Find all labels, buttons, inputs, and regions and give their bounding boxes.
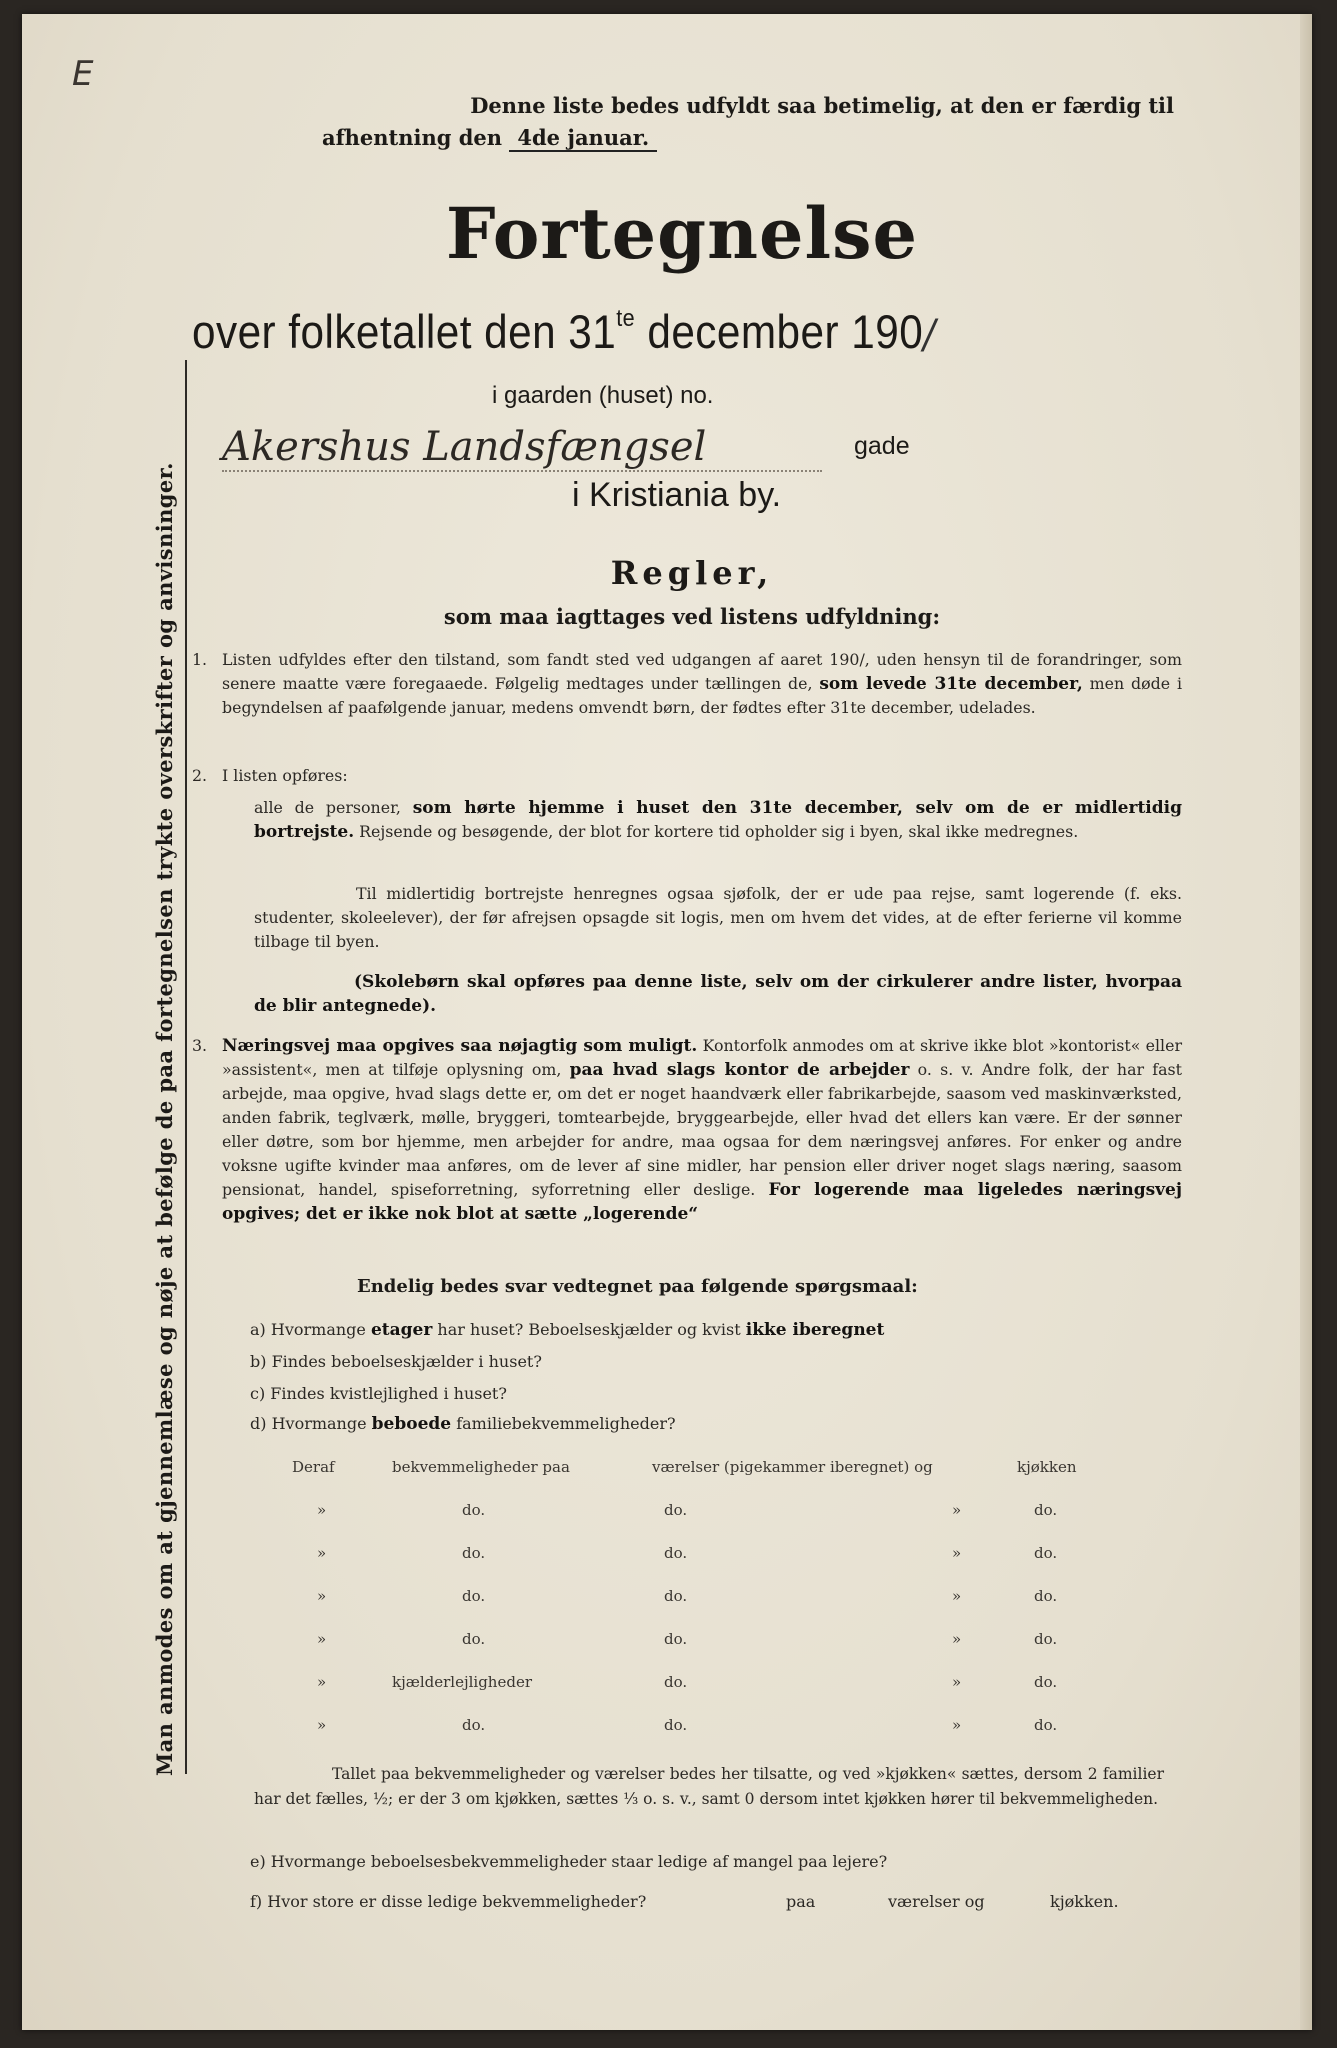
table-cell: do. bbox=[1034, 1501, 1058, 1519]
rule-2-b-bold: som hørte hjemme i huset den 31te december, selv om de er midlertidig bortrejste. bbox=[254, 798, 1182, 842]
rules-heading: Regler, bbox=[610, 554, 774, 592]
table-cell: kjælderlejligheder bbox=[392, 1673, 532, 1691]
table-row bbox=[292, 1501, 1152, 1544]
question-d bbox=[250, 1414, 676, 1434]
question-f-vaerelser: værelser og bbox=[888, 1892, 985, 1911]
corner-handwritten-mark: E bbox=[72, 54, 94, 94]
question-d-post: familiebekvemmeligheder? bbox=[456, 1414, 676, 1433]
table-cell: » bbox=[952, 1587, 962, 1605]
table-cell: do. bbox=[462, 1716, 486, 1734]
question-e: e) Hvormange beboelsesbekvemmeligheder staar ledige af mangel paa lejere? bbox=[250, 1852, 888, 1871]
table-cell: do. bbox=[1034, 1673, 1058, 1691]
form-title: Fortegnelse bbox=[445, 192, 919, 275]
table-row bbox=[292, 1544, 1152, 1587]
table-cell: » bbox=[952, 1544, 962, 1562]
census-form-page bbox=[22, 14, 1312, 2030]
question-b: b) Findes beboelseskjælder i huset? bbox=[250, 1352, 542, 1371]
table-cell: do. bbox=[1034, 1630, 1058, 1648]
final-questions-heading: Endelig bedes svar vedtegnet paa følgende spørgsmaal: bbox=[357, 1276, 918, 1297]
notice-line-1: Denne liste bedes udfyldt saa betimelig, at den er færdig til bbox=[470, 93, 1174, 118]
question-d-bold: beboede bbox=[371, 1414, 452, 1434]
vertical-margin-rule bbox=[185, 360, 187, 1774]
page-edge-fold bbox=[1300, 14, 1312, 2030]
question-f bbox=[250, 1892, 1150, 1911]
table-cell: do. bbox=[664, 1587, 688, 1605]
table-cell: do. bbox=[462, 1630, 486, 1648]
rule-3-text-b: o. s. v. Andre folk, der har fast arbejde, maa opgive, hvad slags dette er, om det er noget haandværk eller fabrikarbejde, saasom ved maskinværksted, anden fabrik, teglværk, mølle, bryggeri, tomtearbejde, bryggearbejde, eller hvad det ellers kan være. Er der sønner eller døtre, som bor hjemme, men arbejder for andre, maa ogsaa for dem næringsvej anføres. For enker og andre voksne ugifte kvinder maa anføres, om de lever af sine midler, har pension eller driver noget slags næring, saasom pensionat, handel, spiseforretning, syforretning eller deslige. bbox=[222, 1060, 1182, 1199]
rule-3 bbox=[192, 1034, 1182, 1226]
gade-label: gade bbox=[854, 432, 910, 460]
table-cell: do. bbox=[462, 1544, 486, 1562]
question-a-bold-2: ikke iberegnet bbox=[745, 1320, 885, 1340]
rule-1 bbox=[192, 648, 1182, 720]
question-c: c) Findes kvistlejlighed i huset? bbox=[250, 1384, 507, 1403]
pickup-notice bbox=[322, 90, 1192, 154]
table-cell: do. bbox=[664, 1673, 688, 1691]
rule-1-text-b: men døde i begyndelsen af paafølgende januar, medens omvendt børn, der fødtes efter 31te december, udelades. bbox=[222, 674, 1182, 717]
table-header-cell: kjøkken bbox=[1017, 1458, 1077, 1476]
question-a-pre: a) Hvormange bbox=[250, 1320, 366, 1339]
table-cell: do. bbox=[664, 1544, 688, 1562]
rule-3-bold-2: paa hvad slags kontor de arbejder bbox=[569, 1060, 910, 1080]
rule-2 bbox=[192, 764, 1182, 788]
table-cell: do. bbox=[1034, 1544, 1058, 1562]
question-d-pre: d) Hvormange bbox=[250, 1414, 367, 1433]
rule-1-bold: som levede 31te december, bbox=[819, 674, 1083, 694]
table-header-cell: bekvemmeligheder paa bbox=[392, 1458, 570, 1476]
notice-line-2-prefix: afhentning den bbox=[322, 125, 503, 150]
table-row bbox=[292, 1673, 1152, 1716]
rule-1-number: 1. bbox=[192, 650, 208, 669]
question-f-pa: paa bbox=[786, 1892, 816, 1911]
table-cell: do. bbox=[1034, 1587, 1058, 1605]
pickup-date: 4de januar. bbox=[509, 125, 657, 152]
table-cell: do. bbox=[1034, 1716, 1058, 1734]
table-cell: do. bbox=[664, 1630, 688, 1648]
rule-2-b-pre: alle de personer, bbox=[254, 798, 401, 817]
table-header-row bbox=[292, 1458, 1152, 1501]
rule-2-schoolchildren: (Skolebørn skal opføres paa denne liste, selv om der cirkulerer andre lister, hvorpaa de blir antegnede). bbox=[254, 972, 1182, 1016]
street-handwritten: Akershus Landsfængsel bbox=[222, 424, 822, 472]
question-f-text: f) Hvor store er disse ledige bekvemmeligheder? bbox=[250, 1892, 647, 1911]
rule-2-b-post: Rejsende og besøgende, der blot for kortere tid opholder sig i byen, skal ikke medregnes. bbox=[359, 822, 1079, 841]
rule-2-text-a: I listen opføres: bbox=[222, 766, 348, 785]
rule-1-text-a: Listen udfyldes efter den tilstand, som fandt sted ved udgangen af aaret 190/, uden hensyn til de forandringer, som senere maatte være foregaaede. Følgelig medtages under tællingen de, bbox=[222, 650, 1182, 693]
table-header-cell: værelser (pigekammer iberegnet) og bbox=[652, 1458, 933, 1476]
city-label: i Kristiania by. bbox=[572, 476, 782, 514]
question-a-mid: har huset? Beboelseskjælder og kvist bbox=[437, 1320, 741, 1339]
table-header-cell: Deraf bbox=[292, 1458, 335, 1476]
rule-3-bold-3: For logerende maa ligeledes næringsvej opgives; det er ikke nok blot at sætte „logerende“ bbox=[222, 1180, 1182, 1224]
vertical-margin-note: Man anmodes om at gjennemlæse og nøje at befølge de paa fortegnelsen trykte overskrifter og anvisninger. bbox=[152, 462, 177, 1776]
gaarden-label: i gaarden (huset) no. bbox=[492, 382, 714, 409]
rule-2-persons bbox=[254, 796, 1182, 844]
table-cell: » bbox=[952, 1673, 962, 1691]
table-cell: do. bbox=[664, 1501, 688, 1519]
question-f-kjokken: kjøkken. bbox=[1050, 1892, 1119, 1911]
table-cell: » bbox=[317, 1587, 327, 1605]
tallet-instruction: Tallet paa bekvemmeligheder og værelser bedes her tilsatte, og ved »kjøkken« sættes, dersom 2 familier har det fælles, ½; er der 3 om kjøkken, sættes ⅓ o. s. v., samt 0 dersom intet kjøkken hører til bekvemmeligheden. bbox=[254, 1765, 1164, 1808]
rule-2-number: 2. bbox=[192, 766, 208, 785]
table-cell: » bbox=[317, 1630, 327, 1648]
table-cell: » bbox=[952, 1716, 962, 1734]
subtitle-sup: te bbox=[616, 305, 636, 332]
table-cell: » bbox=[317, 1544, 327, 1562]
table-row bbox=[292, 1587, 1152, 1630]
rules-subheading: som maa iagttages ved listens udfyldning: bbox=[443, 604, 941, 629]
subtitle-rest: december 190 bbox=[635, 305, 924, 358]
rule-3-bold-1: Næringsvej maa opgives saa nøjagtig som muligt. bbox=[222, 1036, 698, 1056]
table-cell: » bbox=[952, 1630, 962, 1648]
question-a-bold: etager bbox=[370, 1320, 433, 1340]
rule-3-number: 3. bbox=[192, 1036, 208, 1055]
handwritten-year-digit: / bbox=[923, 312, 936, 358]
table-cell: do. bbox=[462, 1501, 486, 1519]
form-subtitle bbox=[192, 304, 1092, 359]
subtitle-text: over folketallet den 31 bbox=[192, 305, 617, 358]
table-cell: » bbox=[317, 1673, 327, 1691]
table-cell: » bbox=[317, 1716, 327, 1734]
table-cell: do. bbox=[462, 1587, 486, 1605]
table-cell: » bbox=[317, 1501, 327, 1519]
question-a bbox=[250, 1320, 884, 1340]
table-cell: do. bbox=[664, 1716, 688, 1734]
dwelling-table bbox=[292, 1458, 1152, 1759]
table-cell: » bbox=[952, 1501, 962, 1519]
table-row bbox=[292, 1716, 1152, 1759]
rule-2-temporary: Til midlertidig bortrejste henregnes ogsaa sjøfolk, der er ude paa rejse, samt logerende (f. eks. studenter, skoleelever), der før afrejsen opsagde sit logis, men om hvem det vides, at de efter ferierne vil komme tilbage til byen. bbox=[254, 884, 1182, 951]
table-row bbox=[292, 1630, 1152, 1673]
rule-3-text-a: Kontorfolk anmodes om at skrive ikke blot »kontorist« eller »assistent«, men at tilføje oplysning om, bbox=[222, 1036, 1182, 1079]
